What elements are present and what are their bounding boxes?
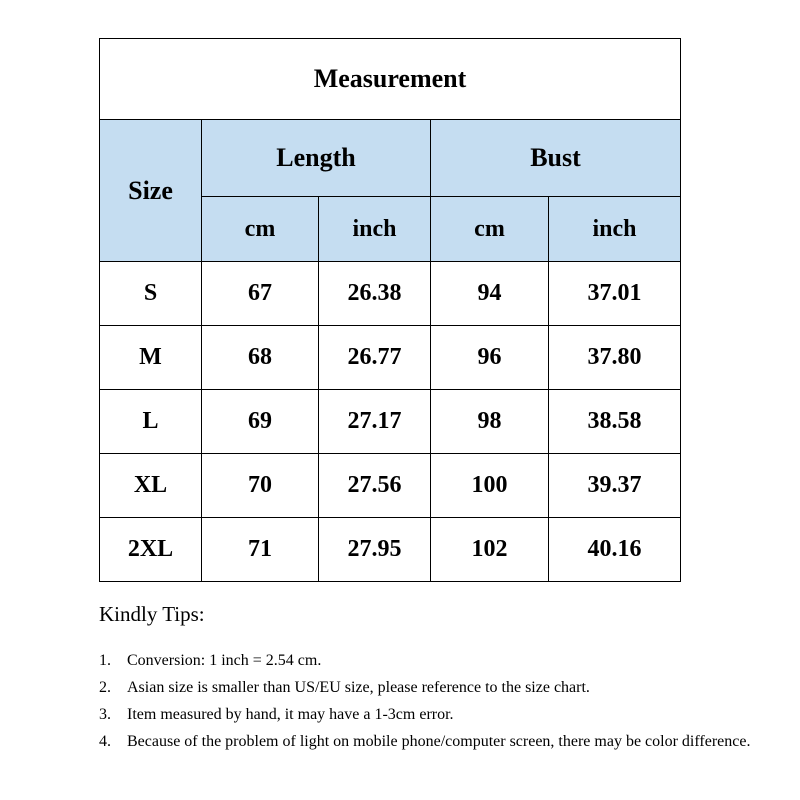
- table-row: [100, 262, 681, 326]
- bust-inch-cell: 40.16: [549, 518, 681, 582]
- size-cell: XL: [100, 454, 202, 518]
- length-inch-header: inch: [319, 197, 431, 262]
- tip-number: 1.: [99, 652, 111, 669]
- bust-inch-cell: 37.80: [549, 326, 681, 390]
- length-cm-cell: 70: [202, 454, 319, 518]
- tips-list: [99, 647, 759, 756]
- size-cell: S: [100, 262, 202, 326]
- length-cm-cell: 67: [202, 262, 319, 326]
- length-inch-cell: 26.38: [319, 262, 431, 326]
- bust-group-header: Bust: [431, 120, 681, 197]
- tip-text: Conversion: 1 inch = 2.54 cm.: [127, 652, 322, 669]
- tip-text: Because of the problem of light on mobile phone/computer screen, there may be color difference.: [127, 733, 751, 750]
- tip-text: Asian size is smaller than US/EU size, please reference to the size chart.: [127, 679, 590, 696]
- bust-inch-cell: 37.01: [549, 262, 681, 326]
- bust-inch-header: inch: [549, 197, 681, 262]
- list-item: [99, 647, 759, 675]
- bust-inch-cell: 38.58: [549, 390, 681, 454]
- tip-number: 3.: [99, 706, 111, 723]
- size-cell: 2XL: [100, 518, 202, 582]
- length-cm-cell: 71: [202, 518, 319, 582]
- size-chart-table: [99, 38, 681, 582]
- bust-cm-header: cm: [431, 197, 549, 262]
- length-inch-cell: 26.77: [319, 326, 431, 390]
- tip-number: 4.: [99, 733, 111, 750]
- length-inch-cell: 27.56: [319, 454, 431, 518]
- bust-inch-cell: 39.37: [549, 454, 681, 518]
- tips-title: Kindly Tips:: [99, 602, 205, 626]
- bust-cm-cell: 98: [431, 390, 549, 454]
- table-row: [100, 390, 681, 454]
- list-item: [99, 701, 759, 729]
- list-item: [99, 728, 759, 756]
- bust-cm-cell: 94: [431, 262, 549, 326]
- length-group-header: Length: [202, 120, 431, 197]
- size-column-header: Size: [100, 120, 202, 262]
- list-item: [99, 674, 759, 702]
- kindly-tips: [99, 602, 759, 755]
- length-cm-cell: 69: [202, 390, 319, 454]
- length-inch-cell: 27.17: [319, 390, 431, 454]
- bust-cm-cell: 100: [431, 454, 549, 518]
- length-inch-cell: 27.95: [319, 518, 431, 582]
- bust-cm-cell: 102: [431, 518, 549, 582]
- length-cm-cell: 68: [202, 326, 319, 390]
- table-row: [100, 518, 681, 582]
- size-cell: L: [100, 390, 202, 454]
- size-cell: M: [100, 326, 202, 390]
- length-cm-header: cm: [202, 197, 319, 262]
- table-title: Measurement: [100, 39, 681, 120]
- bust-cm-cell: 96: [431, 326, 549, 390]
- table-row: [100, 326, 681, 390]
- tip-text: Item measured by hand, it may have a 1-3cm error.: [127, 706, 454, 723]
- tip-number: 2.: [99, 679, 111, 696]
- table-row: [100, 454, 681, 518]
